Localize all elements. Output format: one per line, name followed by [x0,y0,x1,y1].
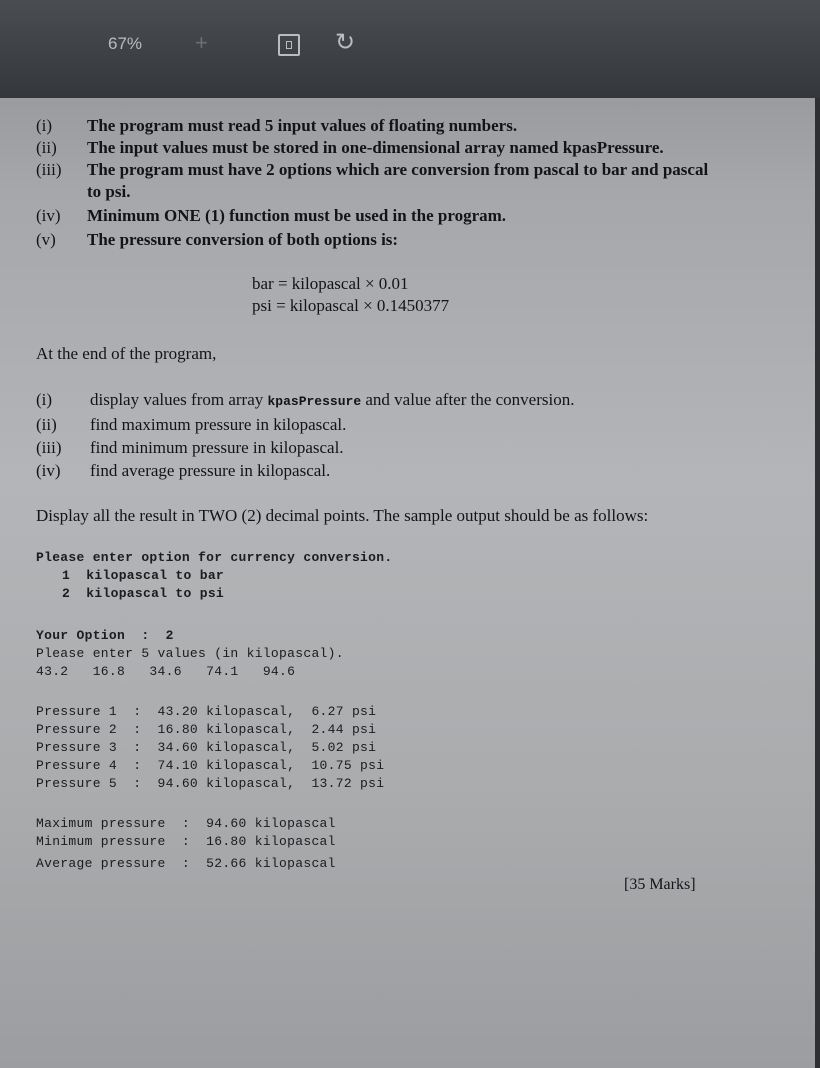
console-pressure-line: Pressure 3 : 34.60 kilopascal, 5.02 psi [36,740,377,755]
zoom-in-icon[interactable]: + [195,30,208,55]
console-pressure-line: Pressure 2 : 16.80 kilopascal, 2.44 psi [36,722,377,737]
console-pressure-line: Pressure 4 : 74.10 kilopascal, 10.75 psi [36,758,385,773]
fit-screen-icon[interactable] [278,34,300,56]
formula-psi: psi = kilopascal × 0.1450377 [252,296,450,315]
zoom-level[interactable]: 67% [108,34,143,53]
console-enter-values: Please enter 5 values (in kilopascal). [36,646,344,661]
viewer-toolbar [0,0,820,98]
formula-bar: bar = kilopascal × 0.01 [252,274,409,293]
console-your-option: Your Option : 2 [36,628,174,643]
console-prompt: Please enter option for currency conversion. [36,550,393,565]
console-average: Average pressure : 52.66 kilopascal [36,856,336,871]
console-pressure-line: Pressure 1 : 43.20 kilopascal, 6.27 psi [36,704,377,719]
console-pressure-line: Pressure 5 : 94.60 kilopascal, 13.72 psi [36,776,385,791]
display-note: Display all the result in TWO (2) decimal points. The sample output should be as follows: [36,506,649,525]
console-option: 2 kilopascal to psi [62,586,225,601]
console-maximum: Maximum pressure : 94.60 kilopascal [36,816,336,831]
console-input-values: 43.2 16.8 34.6 74.1 94.6 [36,664,296,679]
screen-edge [815,98,820,1068]
end-heading: At the end of the program, [36,344,217,363]
console-minimum: Minimum pressure : 16.80 kilopascal [36,834,336,849]
marks-label: [35 Marks] [624,876,696,893]
array-name-code: kpasPressure [267,394,362,409]
rotate-icon[interactable]: ↻ [335,28,356,56]
console-option: 1 kilopascal to bar [62,568,225,583]
